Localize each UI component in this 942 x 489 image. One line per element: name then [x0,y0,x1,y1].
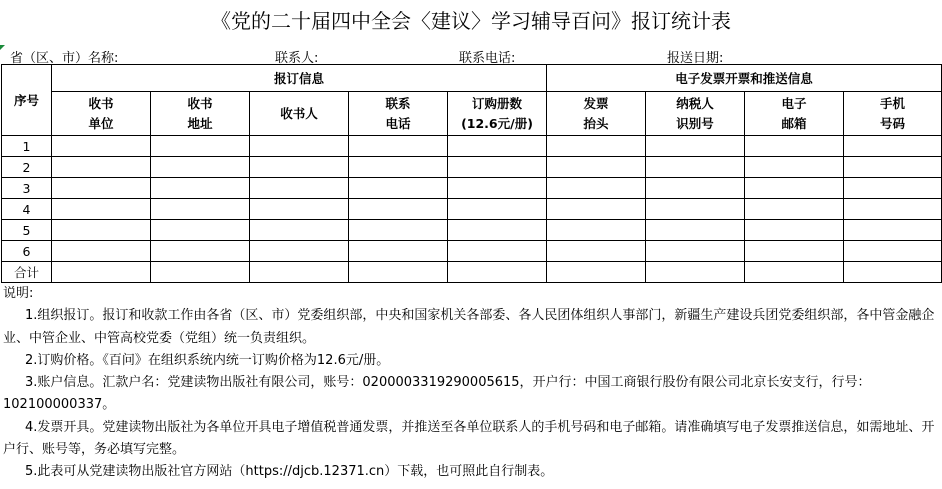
note-item: 5.此表可从党建读物出版社官方网站（https://djcb.12371.cn）下载，也可照此自行制表。 [25,464,554,480]
entry-cell[interactable] [250,241,349,262]
entry-cell[interactable] [646,136,745,157]
entry-cell[interactable] [547,178,646,199]
seq-header: 序号 [2,65,52,136]
entry-cell[interactable] [547,136,646,157]
entry-cell[interactable] [349,262,448,283]
entry-cell[interactable] [250,136,349,157]
entry-cell[interactable] [349,241,448,262]
col-header: 纳税人 识别号 [646,92,745,136]
entry-cell[interactable] [52,220,151,241]
entry-cell[interactable] [151,178,250,199]
note-item: 2.订购价格。《百问》在组织系统内统一订购价格为12.6元/册。 [25,352,390,368]
col-header: 订购册数 (12.6元/册) [448,92,547,136]
col-header: 收书 单位 [52,92,151,136]
table-body [2,136,942,283]
row-number: 5 [2,220,52,241]
entry-cell[interactable] [745,199,844,220]
col-header: 发票 抬头 [547,92,646,136]
entry-cell[interactable] [52,262,151,283]
entry-cell[interactable] [349,178,448,199]
entry-cell[interactable] [547,157,646,178]
row-number: 1 [2,136,52,157]
notes-section [3,283,939,484]
table-row [2,199,942,220]
contact-label: 联系人: [275,51,319,66]
entry-cell[interactable] [844,178,942,199]
entry-cell[interactable] [349,220,448,241]
entry-cell[interactable] [151,262,250,283]
row-number: 6 [2,241,52,262]
col-header: 收书人 [250,92,349,136]
entry-cell[interactable] [52,199,151,220]
entry-cell[interactable] [250,262,349,283]
entry-cell[interactable] [52,136,151,157]
entry-cell[interactable] [448,241,547,262]
col-header: 收书 地址 [151,92,250,136]
entry-cell[interactable] [448,136,547,157]
entry-cell[interactable] [52,157,151,178]
order-info-header: 报订信息 [52,65,547,92]
entry-cell[interactable] [745,220,844,241]
entry-cell[interactable] [349,199,448,220]
note-item: 3.账户信息。汇款户名：党建读物出版社有限公司，账号：0200003319290005615，开户行：中国工商银行股份有限公司北京长安支行，行号：102100000337。 [3,375,871,413]
note-item: 4.发票开具。党建读物出版社为各单位开具电子增值税普通发票，并推送至各单位联系人的手机号码和电子邮箱。请准确填写电子发票推送信息，如需地址、开户行、账号等，务必填写完整。 [3,419,935,458]
entry-cell[interactable] [745,157,844,178]
entry-cell[interactable] [448,220,547,241]
row-number: 2 [2,157,52,178]
col-header: 手机 号码 [844,92,942,136]
entry-cell[interactable] [151,136,250,157]
entry-cell[interactable] [448,178,547,199]
row-number: 4 [2,199,52,220]
entry-cell[interactable] [844,199,942,220]
entry-cell[interactable] [547,199,646,220]
entry-cell[interactable] [844,157,942,178]
entry-cell[interactable] [646,178,745,199]
entry-cell[interactable] [250,178,349,199]
entry-cell[interactable] [745,241,844,262]
table-row [2,136,942,157]
entry-cell[interactable] [745,136,844,157]
page-title: 《党的二十届四中全会〈建议〉学习辅导百问》报订统计表 [211,9,731,33]
entry-cell[interactable] [448,262,547,283]
entry-cell[interactable] [52,241,151,262]
date-label: 报送日期: [667,51,724,66]
entry-cell[interactable] [646,157,745,178]
entry-cell[interactable] [745,178,844,199]
entry-cell[interactable] [646,262,745,283]
table-row [2,241,942,262]
entry-cell[interactable] [151,199,250,220]
entry-cell[interactable] [547,220,646,241]
note-item: 1.组织报订。报订和收款工作由各省（区、市）党委组织部，中央和国家机关各部委、各人民团体组织人事部门，新疆生产建设兵团党委组织部，各中管金融企业、中管企业、中管高校党委（党组）统一负责组织。 [3,308,935,346]
table-row [2,157,942,178]
notes-heading: 说明: [3,286,34,301]
invoice-info-header: 电子发票开票和推送信息 [547,65,942,92]
entry-cell[interactable] [547,241,646,262]
entry-cell[interactable] [250,157,349,178]
table-row [2,220,942,241]
entry-cell[interactable] [844,136,942,157]
entry-cell[interactable] [349,136,448,157]
entry-cell[interactable] [250,220,349,241]
entry-cell[interactable] [844,220,942,241]
entry-cell[interactable] [745,262,844,283]
order-table [1,64,942,283]
row-number: 合计 [2,262,52,283]
entry-cell[interactable] [448,199,547,220]
province-label: 省（区、市）名称: [10,51,119,66]
entry-cell[interactable] [52,178,151,199]
row-number: 3 [2,178,52,199]
entry-cell[interactable] [646,241,745,262]
entry-cell[interactable] [844,241,942,262]
entry-cell[interactable] [448,157,547,178]
phone-label: 联系电话: [459,51,516,66]
entry-cell[interactable] [151,157,250,178]
entry-cell[interactable] [844,262,942,283]
entry-cell[interactable] [151,241,250,262]
entry-cell[interactable] [547,262,646,283]
table-row [2,178,942,199]
col-header: 电子 邮箱 [745,92,844,136]
entry-cell[interactable] [151,220,250,241]
entry-cell[interactable] [250,199,349,220]
entry-cell[interactable] [646,199,745,220]
table-row [2,262,942,283]
entry-cell[interactable] [646,220,745,241]
col-header: 联系 电话 [349,92,448,136]
entry-cell[interactable] [349,157,448,178]
info-row [0,45,942,65]
